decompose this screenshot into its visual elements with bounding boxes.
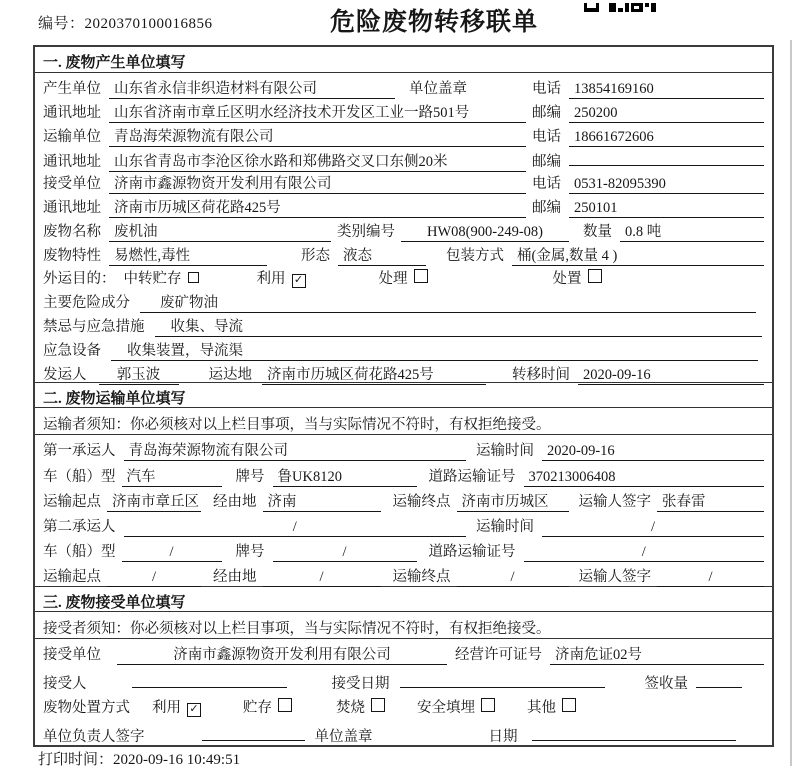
emergency-equipment-label: 应急设备 bbox=[43, 342, 101, 359]
disposal-burn-checkbox bbox=[371, 698, 385, 712]
row-right bbox=[532, 196, 764, 218]
dispose-checkbox bbox=[588, 269, 602, 283]
disposal-burn-label: 焚烧 bbox=[336, 700, 365, 717]
section3-header: 三. 废物接受单位填写 bbox=[35, 586, 772, 612]
form-row bbox=[35, 97, 772, 121]
transporter-notice: 运输者须知：你必须核对以上栏目事项，当与实际情况不符时，有权拒绝接受。 bbox=[35, 408, 772, 435]
via-label: 经由地 bbox=[213, 493, 257, 510]
producer-phone-field: 13854169160 bbox=[569, 81, 764, 99]
origin-label: 运输起点 bbox=[43, 569, 101, 586]
qr-code-fragment bbox=[584, 0, 656, 18]
receiver-person-field bbox=[132, 670, 287, 688]
taboo-measures-field: 收集、导流 bbox=[155, 315, 763, 337]
serial-label: 编号： bbox=[38, 16, 85, 32]
origin2-field: / bbox=[107, 569, 201, 587]
disposal-method-label: 废物处置方式 bbox=[43, 700, 130, 717]
form-row bbox=[35, 536, 772, 561]
hazard-component-field: 废矿物油 bbox=[140, 291, 756, 313]
packing-field: 桶(金属,数量 4 ) bbox=[512, 244, 764, 266]
disposal-other-label: 其他 bbox=[527, 700, 556, 717]
form-row bbox=[35, 73, 772, 97]
transporter-signature-field: 张春雷 bbox=[657, 490, 764, 512]
form-row bbox=[35, 192, 772, 216]
form-row bbox=[35, 692, 772, 718]
row-left bbox=[43, 125, 532, 147]
row-left bbox=[43, 101, 532, 123]
transfer-time-label: 转移时间 bbox=[512, 366, 570, 383]
form-row bbox=[35, 561, 772, 586]
receiver-notice: 接受者须知：你必须核对以上栏目事项，当与实际情况不符时，有权拒绝接受。 bbox=[35, 612, 772, 639]
transport-time-label: 运输时间 bbox=[476, 443, 534, 460]
postcode-label: 邮编 bbox=[532, 104, 561, 121]
disposal-store-label: 贮存 bbox=[243, 700, 272, 717]
vehicle-type2-field: / bbox=[122, 544, 222, 562]
license-number-field: 济南危证02号 bbox=[550, 643, 764, 665]
transport-time-label: 运输时间 bbox=[476, 518, 534, 535]
plate-number-field: 鲁UK8120 bbox=[273, 465, 417, 487]
head-signature-field bbox=[202, 723, 305, 741]
disposal-landfill-label: 安全填埋 bbox=[417, 700, 475, 717]
form-row bbox=[35, 639, 772, 665]
form-row bbox=[35, 263, 772, 287]
via-label: 经由地 bbox=[213, 569, 257, 586]
plate-number-label: 牌号 bbox=[235, 544, 265, 561]
treat-checkbox bbox=[414, 269, 428, 283]
plate-number-label: 牌号 bbox=[235, 468, 265, 485]
phone-label: 电话 bbox=[532, 128, 561, 145]
road-permit-label: 道路运输证号 bbox=[428, 544, 516, 561]
form-row bbox=[35, 168, 772, 192]
waste-character-label: 废物特性 bbox=[43, 247, 101, 264]
form-row bbox=[35, 287, 772, 311]
form-row bbox=[35, 719, 772, 745]
serial-value: 2020370100016856 bbox=[84, 16, 213, 32]
unit-seal-label: 单位盖章 bbox=[314, 728, 373, 745]
row-left bbox=[43, 77, 532, 99]
quantity-label: 数量 bbox=[583, 223, 612, 240]
vehicle-type-field: 汽车 bbox=[122, 465, 222, 487]
address-label: 通讯地址 bbox=[43, 104, 101, 121]
receiver-unit-field: 济南市鑫源物资开发利用有限公司 bbox=[109, 172, 526, 194]
hazard-component-label: 主要危险成分 bbox=[43, 295, 130, 312]
second-carrier-label: 第二承运人 bbox=[43, 518, 116, 535]
disposal-store-checkbox bbox=[278, 698, 292, 712]
vehicle-type-label: 车（船）型 bbox=[43, 544, 116, 561]
row-right bbox=[532, 77, 764, 99]
category-code-field: HW08(900-249-08) bbox=[401, 224, 569, 242]
signed-quantity-field bbox=[696, 670, 742, 688]
receiving-unit-label: 接受单位 bbox=[43, 647, 101, 664]
destination-label: 运达地 bbox=[208, 366, 252, 383]
via2-field: / bbox=[263, 569, 381, 587]
transfer-time-field: 2020-09-16 bbox=[578, 367, 764, 385]
use-checkbox: ✓ bbox=[292, 274, 306, 288]
receiver-person-label: 接受人 bbox=[43, 675, 87, 692]
second-carrier-field: / bbox=[124, 519, 467, 537]
road-permit-field: 370213006408 bbox=[524, 469, 765, 487]
address-label: 通讯地址 bbox=[43, 199, 101, 216]
producer-unit-label: 产生单位 bbox=[43, 81, 101, 97]
road-permit2-field: / bbox=[524, 544, 765, 562]
address-label: 通讯地址 bbox=[43, 154, 101, 171]
first-carrier-field: 青岛海荣源物流有限公司 bbox=[124, 439, 467, 461]
purpose-treat-label: 处理 bbox=[378, 271, 408, 288]
form-row bbox=[35, 359, 772, 383]
form-row bbox=[35, 486, 772, 511]
form-row bbox=[35, 435, 772, 460]
postcode-label: 邮编 bbox=[532, 154, 561, 171]
waste-name-field: 废机油 bbox=[109, 220, 331, 242]
form-row bbox=[35, 311, 772, 335]
road-permit-label: 道路运输证号 bbox=[428, 468, 516, 485]
endpoint-label: 运输终点 bbox=[392, 493, 451, 510]
form-row bbox=[35, 144, 772, 171]
disposal-use-checkbox: ✓ bbox=[187, 703, 201, 717]
vehicle-type-label: 车（船）型 bbox=[43, 468, 116, 485]
form-row bbox=[35, 121, 772, 145]
print-time-value: 2020-09-16 10:49:51 bbox=[113, 752, 241, 768]
transport-time-field: 2020-09-16 bbox=[542, 443, 764, 461]
head-signature-label: 单位负责人签字 bbox=[43, 728, 145, 745]
origin-field: 济南市章丘区 bbox=[107, 490, 201, 512]
section2-header: 二. 废物运输单位填写 bbox=[35, 382, 772, 408]
row-right bbox=[532, 172, 764, 194]
row-right bbox=[532, 148, 764, 171]
endpoint-label: 运输终点 bbox=[392, 569, 451, 586]
transporter-phone-field: 18661672606 bbox=[569, 129, 764, 147]
plate-number2-field: / bbox=[273, 544, 417, 562]
receive-date-label: 接受日期 bbox=[331, 675, 390, 692]
transporter-unit-field: 青岛海荣源物流有限公司 bbox=[109, 125, 526, 147]
transporter-address-field: 山东省青岛市李沧区徐水路和郑佛路交叉口东侧20米 bbox=[109, 150, 526, 172]
origin-label: 运输起点 bbox=[43, 493, 101, 510]
category-code-label: 类别编号 bbox=[337, 223, 395, 240]
disposal-use-label: 利用 bbox=[152, 700, 181, 717]
row-left bbox=[43, 172, 532, 194]
producer-postcode-field: 250200 bbox=[569, 105, 764, 123]
transporter-signature-label: 运输人签字 bbox=[578, 569, 651, 586]
purpose-use-label: 利用 bbox=[256, 271, 286, 288]
endpoint-field: 济南市历城区 bbox=[457, 490, 569, 512]
form-row bbox=[35, 335, 772, 359]
emergency-equipment-field: 收集装置，导流渠 bbox=[111, 339, 758, 361]
form-row bbox=[35, 511, 772, 536]
print-time bbox=[38, 748, 240, 769]
section1-header: 一. 废物产生单位填写 bbox=[35, 47, 772, 73]
quantity-field: 0.8 吨 bbox=[620, 220, 764, 242]
producer-unit-field: 山东省永信非织造材料有限公司 bbox=[109, 77, 395, 99]
serial-number bbox=[38, 12, 213, 33]
shipper-label: 发运人 bbox=[43, 366, 87, 383]
waste-name-label: 废物名称 bbox=[43, 223, 101, 240]
form-state-label: 形态 bbox=[301, 247, 330, 264]
print-time-label: 打印时间： bbox=[38, 752, 114, 768]
unit-seal-label: 单位盖章 bbox=[409, 81, 467, 97]
packing-label: 包装方式 bbox=[446, 247, 504, 264]
row-right bbox=[532, 101, 764, 123]
form-row bbox=[35, 461, 772, 486]
destination-field: 济南市历城区荷花路425号 bbox=[262, 363, 486, 385]
receiver-address-field: 济南市历城区荷花路425号 bbox=[109, 196, 526, 218]
purpose-label: 外运目的： bbox=[43, 271, 116, 288]
page-title: 危险废物转移联单 bbox=[330, 9, 539, 36]
receiving-unit-field: 济南市鑫源物资开发利用有限公司 bbox=[117, 643, 447, 665]
transport-time2-field: / bbox=[542, 519, 764, 537]
transporter-postcode-field bbox=[569, 148, 764, 166]
form-state-field: 液态 bbox=[338, 244, 426, 266]
purpose-dispose-label: 处置 bbox=[552, 271, 582, 288]
via-field: 济南 bbox=[263, 490, 381, 512]
taboo-measures-label: 禁忌与应急措施 bbox=[43, 318, 145, 335]
date-field bbox=[532, 723, 737, 741]
phone-label: 电话 bbox=[532, 176, 561, 193]
transfer-form bbox=[33, 45, 774, 747]
transfer-storage-checkbox bbox=[188, 272, 199, 283]
form-row bbox=[35, 666, 772, 692]
transporter-unit-label: 运输单位 bbox=[43, 128, 101, 145]
disposal-landfill-checkbox bbox=[481, 698, 495, 712]
row-left bbox=[43, 150, 532, 172]
postcode-label: 邮编 bbox=[532, 199, 561, 216]
row-left bbox=[43, 196, 532, 218]
form-row bbox=[35, 240, 772, 264]
date-label: 日期 bbox=[488, 728, 518, 745]
receiver-postcode-field: 250101 bbox=[569, 200, 764, 218]
shipper-field: 郭玉波 bbox=[99, 363, 179, 385]
endpoint2-field: / bbox=[457, 569, 569, 587]
purpose-transfer-label: 中转贮存 bbox=[123, 271, 182, 288]
waste-character-field: 易燃性,毒性 bbox=[109, 244, 267, 266]
receive-date-field bbox=[400, 670, 605, 688]
transporter-signature2-field: / bbox=[657, 569, 764, 587]
signed-quantity-label: 签收量 bbox=[644, 675, 688, 692]
receiver-unit-label: 接受单位 bbox=[43, 176, 101, 193]
producer-address-field: 山东省济南市章丘区明水经济技术开发区工业一路501号 bbox=[109, 101, 526, 123]
first-carrier-label: 第一承运人 bbox=[43, 443, 116, 460]
phone-label: 电话 bbox=[532, 81, 561, 97]
row-right bbox=[532, 125, 764, 147]
license-number-label: 经营许可证号 bbox=[455, 647, 542, 664]
receiver-phone-field: 0531-82095390 bbox=[569, 176, 764, 194]
disposal-other-checkbox bbox=[562, 698, 576, 712]
transporter-signature-label: 运输人签字 bbox=[578, 493, 651, 510]
page-edge-line bbox=[790, 40, 792, 766]
form-row bbox=[35, 216, 772, 240]
